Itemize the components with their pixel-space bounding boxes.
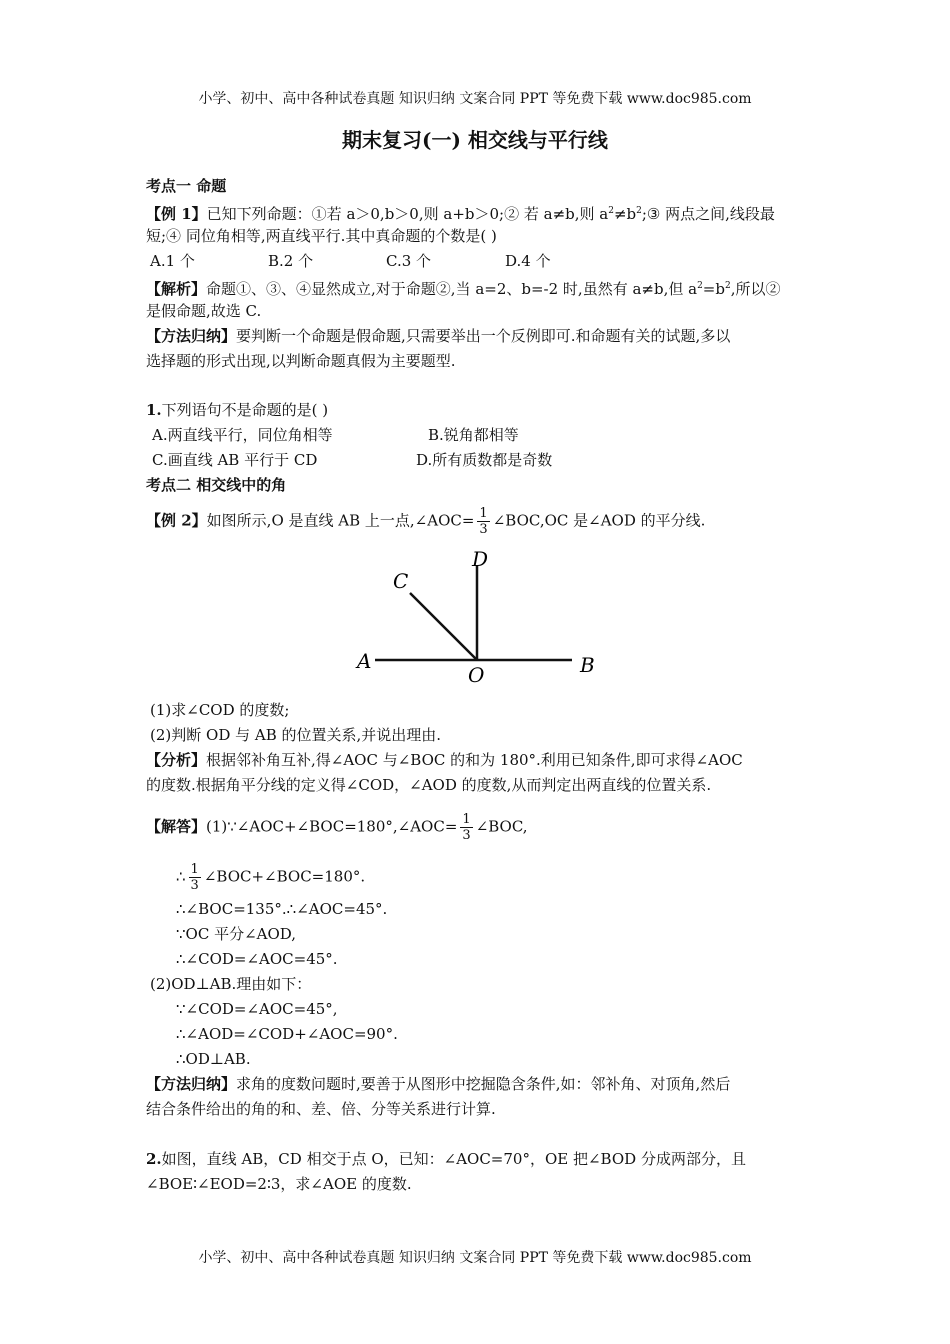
analysis-2-line-2: 的度数.根据角平分线的定义得∠COD，∠AOD 的度数,从而判定出两直线的位置关系.	[146, 776, 712, 794]
solution-line-9: ∴OD⊥AB.	[176, 1050, 251, 1068]
example-tag: 【例 1】	[146, 205, 207, 223]
option-d: D.4 个	[505, 252, 551, 270]
fraction-one-third: $\frac{1}{3}$	[462, 812, 471, 843]
section-heading-2: 考点二 相交线中的角	[146, 476, 287, 494]
solution-line-2: ∴ $\frac{1}{3}$ ∠BOC+∠BOC=180°.	[176, 862, 366, 893]
ray-oc	[410, 593, 477, 660]
question-1-option-b: B.锐角都相等	[428, 426, 519, 444]
fraction-one-third: $\frac{1}{3}$	[190, 862, 199, 893]
question-1-stem: 1.下列语句不是命题的是( )	[146, 401, 329, 419]
angle-figure	[340, 540, 610, 690]
question-1-option-a: A.两直线平行，同位角相等	[152, 426, 333, 444]
solution-line-3: ∴∠BOC=135°.∴∠AOC=45°.	[176, 900, 388, 918]
page-title: 期末复习(一) 相交线与平行线	[342, 128, 608, 152]
method-1-line-1: 【方法归纳】要判断一个命题是假命题,只需要举出一个反例即可.和命题有关的试题,多以	[146, 327, 731, 345]
option-b: B.2 个	[268, 252, 314, 270]
label-d: D	[472, 547, 489, 571]
label-a: A	[357, 649, 372, 673]
analysis-2-line-1: 【分析】根据邻补角互补,得∠AOC 与∠BOC 的和为 180°.利用已知条件,即可求得∠AOC	[146, 751, 743, 769]
option-a: A.1 个	[150, 252, 195, 270]
example-1-line-2: 短;④ 同位角相等,两直线平行.其中真命题的个数是( )	[146, 227, 497, 245]
example-1-line-1: 【例 1】已知下列命题：①若 a＞0,b＞0,则 a+b＞0;② 若 a≠b,则 $a^2\ne b^2;③$ 两点之间,线段最	[146, 205, 775, 223]
section-heading-1: 考点一 命题	[146, 177, 227, 195]
method-1-line-2: 选择题的形式出现,以判断命题真假为主要题型.	[146, 352, 456, 370]
example-2-stem: 【例 2】如图所示,O 是直线 AB 上一点,∠AOC= $\frac{1}{3}$ ∠BOC,OC 是∠AOD 的平分线.	[146, 506, 706, 537]
solution-line-4: ∵OC 平分∠AOD,	[176, 925, 297, 943]
question-1-option-c: C.画直线 AB 平行于 CD	[152, 451, 318, 469]
fraction-one-third: $\frac{1}{3}$	[479, 506, 488, 537]
page-footer: 小学、初中、高中各种试卷真题 知识归纳 文案合同 PPT 等免费下载 www.doc985.com	[198, 1250, 752, 1266]
label-c: C	[393, 569, 409, 593]
label-o: O	[468, 663, 485, 687]
method-2-line-2: 结合条件给出的角的和、差、倍、分等关系进行计算.	[146, 1100, 496, 1118]
question-2-line-1: 2.如图，直线 AB，CD 相交于点 O，已知：∠AOC=70°，OE 把∠BOD 分成两部分，且	[146, 1150, 746, 1168]
question-1-option-d: D.所有质数都是奇数	[416, 451, 553, 469]
page-header: 小学、初中、高中各种试卷真题 知识归纳 文案合同 PPT 等免费下载 www.doc985.com	[198, 91, 752, 107]
analysis-1-line-2: 是假命题,故选 C.	[146, 302, 262, 320]
option-c: C.3 个	[386, 252, 432, 270]
method-2-line-1: 【方法归纳】求角的度数问题时,要善于从图形中挖掘隐含条件,如：邻补角、对顶角,然后	[146, 1075, 731, 1093]
solution-line-8: ∴∠AOD=∠COD+∠AOC=90°.	[176, 1025, 398, 1043]
analysis-1-line-1: 【解析】命题①、③、④显然成立,对于命题②,当 a=2、b=-2 时,虽然有 a≠b,但 $a^2=b^2$,所以②	[146, 280, 781, 298]
question-2-line-2: ∠BOE∶∠EOD=2∶3，求∠AOE 的度数.	[146, 1175, 412, 1193]
solution-line-5: ∴∠COD=∠AOC=45°.	[176, 950, 338, 968]
solution-line-6: (2)OD⊥AB.理由如下：	[150, 975, 312, 993]
solution-line-1: 【解答】(1)∵∠AOC+∠BOC=180°,∠AOC= $\frac{1}{3}$ ∠BOC,	[146, 812, 528, 843]
label-b: B	[580, 653, 595, 677]
example-2-sub-1: (1)求∠COD 的度数;	[150, 701, 290, 719]
example-2-sub-2: (2)判断 OD 与 AB 的位置关系,并说出理由.	[150, 726, 442, 744]
solution-line-7: ∵∠COD=∠AOC=45°,	[176, 1000, 338, 1018]
